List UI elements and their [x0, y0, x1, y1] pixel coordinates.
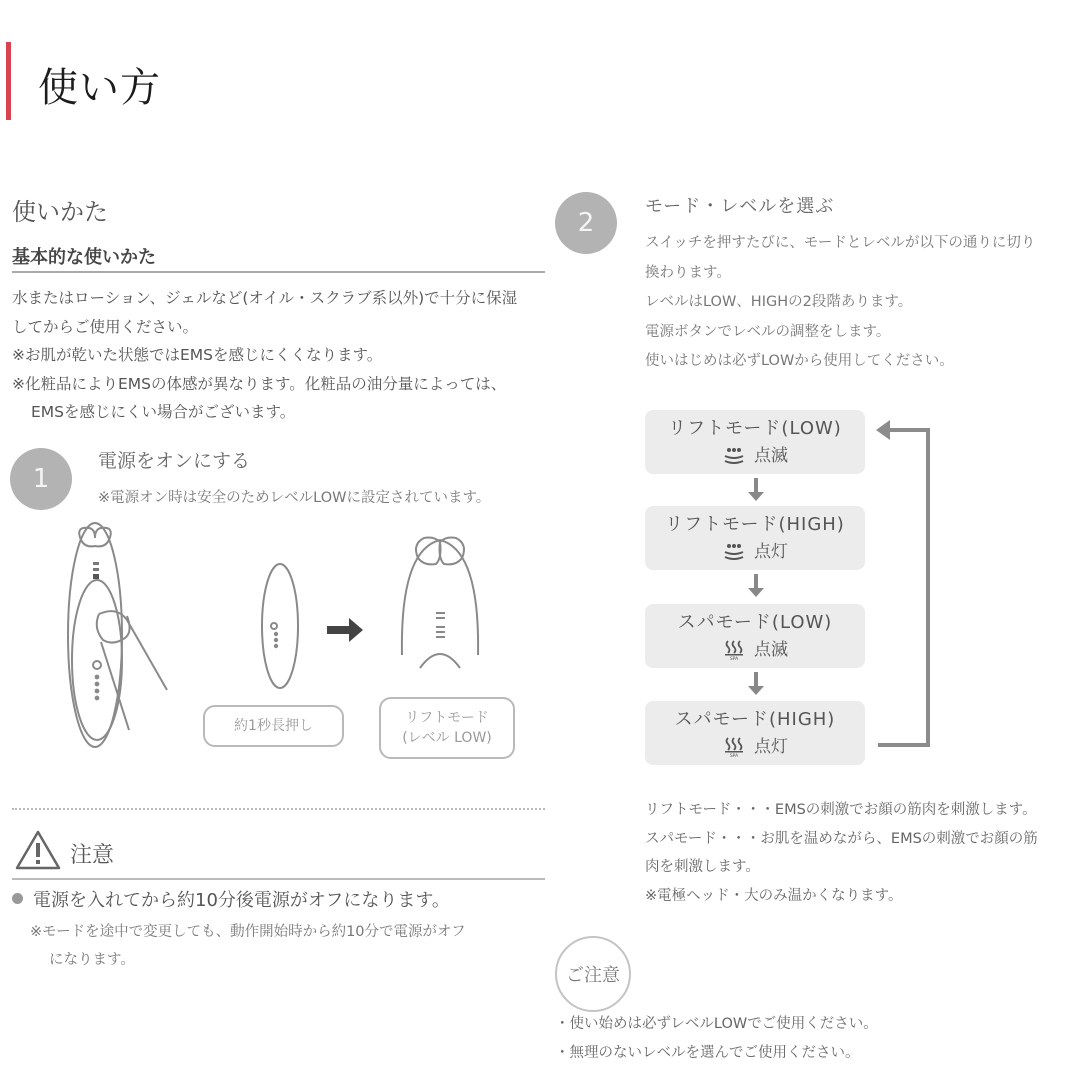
title-accent-bar — [6, 42, 11, 120]
press-duration-label — [203, 705, 344, 747]
step-2-line: レベルはLOW、HIGHの2段階あります。 — [645, 294, 913, 310]
notice-line: ・無理のないレベルを選んでご使用ください。 — [555, 1045, 860, 1061]
lift-icon — [722, 542, 746, 562]
step-2-line: スイッチを押すたびに、モードとレベルが以下の通りに切り — [645, 235, 1036, 251]
step-1-note: ※電源オン時は安全のためレベルLOWに設定されています。 — [98, 490, 491, 506]
step-2-text — [645, 229, 1080, 377]
lift-icon — [722, 446, 746, 466]
mode-descriptions — [645, 796, 1080, 910]
mode-name: スパモード(HIGH) — [674, 709, 836, 730]
device-head-icon — [402, 538, 478, 669]
mode-box-spa-low — [645, 604, 865, 668]
arrow-down-icon — [746, 672, 766, 696]
mode-state — [722, 443, 788, 469]
step-2-line: 換わります。 — [645, 264, 731, 281]
intro-line: EMSを感じにくい場合がございます。 — [31, 403, 296, 421]
bullet-icon — [12, 893, 23, 904]
mode-state — [722, 637, 788, 663]
step-1-title: 電源をオンにする — [98, 450, 251, 472]
mode-name: リフトモード(HIGH) — [665, 514, 845, 535]
mode-box-spa-high — [645, 701, 865, 765]
mode-state-label: 点灯 — [754, 542, 788, 562]
result-mode-label — [379, 697, 515, 759]
intro-line: ※お肌が乾いた状態ではEMSを感じにくくなります。 — [12, 346, 383, 364]
dotted-divider — [12, 808, 545, 810]
mode-state-label: 点灯 — [754, 737, 788, 757]
caution-sub-line: になります。 — [49, 952, 135, 968]
mode-name: スパモード(LOW) — [677, 612, 833, 633]
description-line: スパモード・・・お肌を温めながら、EMSの刺激でお顔の筋 — [645, 830, 1038, 847]
result-mode-line1: リフトモード — [405, 710, 489, 726]
mode-state-label: 点滅 — [754, 640, 788, 660]
mode-box-lift-high — [645, 506, 865, 570]
notice-text — [555, 1010, 878, 1068]
caution-main-label: 電源を入れてから約10分後電源がオフになります。 — [33, 890, 450, 911]
notice-badge: ご注意 — [555, 936, 631, 1012]
page-title: 使い方 — [38, 65, 161, 111]
arrow-down-icon — [746, 478, 766, 502]
arrow-right-icon — [327, 618, 363, 642]
description-line: 肉を刺激します。 — [645, 859, 760, 875]
mode-state — [722, 734, 788, 760]
caution-sub-text — [30, 918, 550, 974]
intro-text — [12, 284, 552, 427]
press-duration-text: 約1秒長押し — [234, 718, 313, 734]
step-1-badge: 1 — [10, 448, 72, 510]
caution-sub-line: ※モードを途中で変更しても、動作開始時から約10分で電源がオフ — [30, 924, 466, 940]
notice-line: ・使い始めは必ずレベルLOWでご使用ください。 — [555, 1016, 878, 1032]
divider — [12, 271, 545, 273]
intro-line: してからご使用ください。 — [12, 317, 199, 336]
arrow-down-icon — [746, 574, 766, 598]
result-mode-line2: (レベル LOW) — [402, 730, 492, 746]
caution-main-text — [12, 886, 450, 912]
mode-box-lift-low — [645, 410, 865, 474]
intro-line: 水またはローション、ジェルなど(オイル・スクラブ系以外)で十分に保湿 — [12, 289, 518, 307]
svg-text:SPA: SPA — [729, 754, 739, 757]
description-line: ※電極ヘッド・大のみ温かくなります。 — [645, 887, 903, 904]
step-2-line: 使いはじめは必ずLOWから使用してください。 — [645, 353, 954, 369]
svg-text:SPA: SPA — [729, 657, 739, 660]
caution-title: 注意 — [70, 843, 115, 868]
mode-state-label: 点滅 — [754, 446, 788, 466]
section-title: 使いかた — [12, 198, 108, 226]
intro-line: ※化粧品によりEMSの体感が異なります。化粧品の油分量によっては、 — [12, 374, 507, 393]
mode-state — [722, 539, 788, 565]
spa-icon — [722, 640, 746, 660]
spa-icon — [722, 737, 746, 757]
caution-divider — [12, 878, 545, 880]
warning-triangle-icon — [14, 829, 62, 871]
device-with-finger-icon — [68, 523, 167, 747]
device-front-icon — [262, 564, 298, 688]
step-2-badge: 2 — [555, 192, 617, 254]
step-2-line: 電源ボタンでレベルの調整をします。 — [645, 323, 891, 340]
subsection-title: 基本的な使いかた — [12, 247, 156, 268]
mode-name: リフトモード(LOW) — [668, 418, 842, 439]
step-2-title: モード・レベルを選ぶ — [645, 196, 835, 217]
loop-back-arrow-icon — [860, 420, 940, 760]
description-line: リフトモード・・・EMSの刺激でお顔の筋肉を刺激します。 — [645, 802, 1037, 818]
